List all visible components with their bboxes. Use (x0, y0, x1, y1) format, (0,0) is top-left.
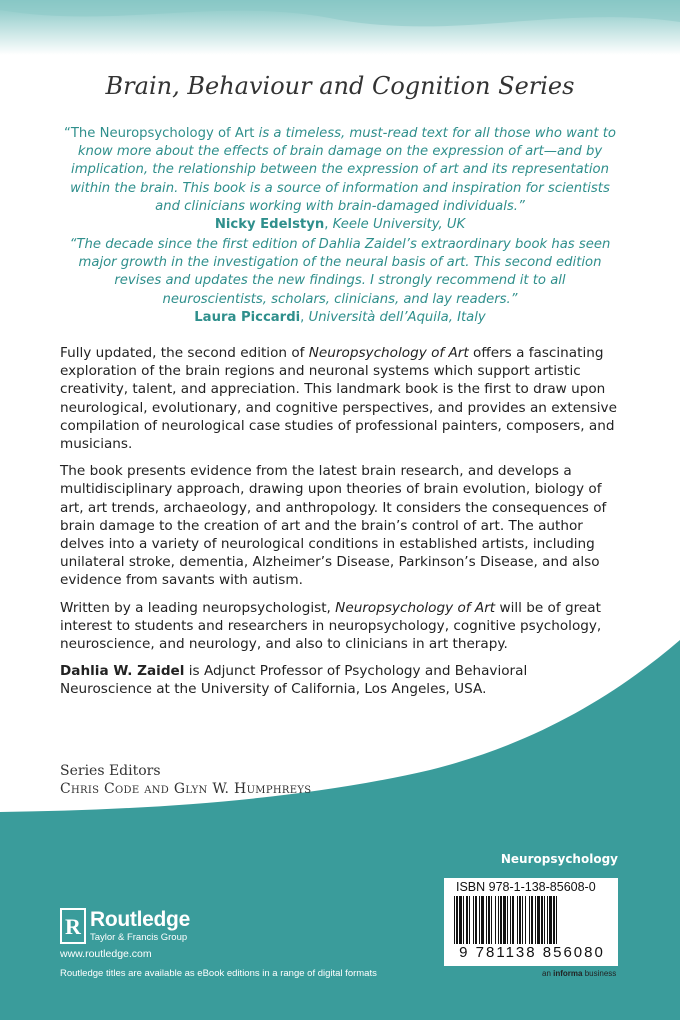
barcode-bar (491, 896, 492, 944)
informa-business-tag: an informa business (542, 969, 617, 978)
endorser-1-name: Nicky Edelstyn (214, 217, 325, 233)
barcode-bar (456, 896, 458, 944)
barcode-bar (519, 896, 521, 944)
barcode-bar (488, 896, 490, 944)
routledge-logo-letter: R (65, 914, 81, 939)
barcode-bar (544, 896, 545, 944)
series-editors-label: Series Editors (60, 763, 161, 779)
publisher-group: Taylor & Francis Group (90, 932, 188, 943)
endorsement-2-text: “The decade since the first edition of Dahlia Zaidel’s extraordinary book has seen major growth in the investigation of the neural basis of art. This second edition revises and updates the new findings. I strongly recommend it to all neuroscientists, scholars, clinicians, and lay readers.” (69, 237, 611, 307)
endorser-2-name: Laura Piccardi (194, 309, 301, 325)
endorsement-1-book-title: “The Neuropsychology of Art (64, 126, 255, 141)
barcode-bar (535, 896, 536, 944)
author-name: Dahlia W. Zaidel (60, 663, 185, 680)
barcode-bar (537, 896, 540, 944)
barcode-bar (553, 896, 555, 944)
barcode-bar (466, 896, 468, 944)
barcode-bar (510, 896, 511, 944)
barcode-bar (500, 896, 502, 944)
endorser-1-affiliation: Keele University, UK (332, 217, 466, 233)
routledge-logo-icon (60, 908, 86, 944)
barcode-bar (495, 896, 496, 944)
barcode-bar (556, 896, 557, 944)
barcode-bar (522, 896, 523, 944)
publisher-website: www.routledge.com (60, 948, 152, 960)
barcode-bar (498, 896, 499, 944)
barcode-bar (541, 896, 543, 944)
barcode-bar (507, 896, 508, 944)
book-title-inline: Neuropsychology of Art (335, 599, 496, 616)
subject-category: Neuropsychology (500, 852, 618, 866)
barcode-bar (454, 896, 455, 944)
barcode-bar (517, 896, 518, 944)
barcode-bar (531, 896, 533, 944)
endorser-2-affiliation: Università dell’Aquila, Italy (308, 309, 486, 325)
isbn-digits: 9 781138 856080 (459, 944, 605, 961)
description-paragraph-2: The book presents evidence from the latest brain research, and develops a multidisciplinary approach, drawing upon theories of brain evolution, biology of art, art trends, archaeology, and anthropology. It considers the consequences of brain damage to the creation of art and the brain’s control of art. The author delves into a variety of neurological conditions in established artists, including unilateral stroke, dementia, Alzheimer’s Disease, Parkinson’s Disease, and also evidence from savants with autism. (60, 463, 607, 589)
barcode-bar (481, 896, 484, 944)
barcode-bar (469, 896, 470, 944)
series-title: Brain, Behaviour and Cognition Series (105, 72, 575, 100)
isbn-label: ISBN 978-1-138-85608-0 (456, 880, 596, 894)
publisher-name: Routledge (90, 908, 190, 931)
series-editors (60, 762, 311, 798)
barcode-bar (503, 896, 506, 944)
barcode (452, 896, 612, 944)
barcode-bar (529, 896, 530, 944)
endorsement-1-text: is a timeless, must-read text for all those who want to know more about the effects of brain damage on the expression of art—and by implication, the relationship between the expression of art and its representation within the brain. This book is a source of information and inspiration for scientists and clinicians working with brain-damaged individuals.” (70, 126, 616, 214)
book-title-inline: Neuropsychology of Art (308, 345, 469, 361)
barcode-bar (486, 896, 487, 944)
barcode-bar (479, 896, 480, 944)
book-description (60, 344, 620, 708)
barcode-bar (525, 896, 526, 944)
series-editors-names: Chris Code and Glyn W. Humphreys (60, 781, 312, 797)
barcode-bar (549, 896, 552, 944)
barcode-bar (473, 896, 474, 944)
barcode-bar (475, 896, 477, 944)
barcode-bar (459, 896, 462, 944)
barcode-bar (463, 896, 464, 944)
barcode-bar (547, 896, 548, 944)
ebook-note: Routledge titles are available as eBook editions in a range of digital formats (60, 968, 377, 979)
barcode-bar (512, 896, 514, 944)
description-paragraph-3: Written by a leading neuropsychologist, Neuropsychology of Art will be of great interest to students and researchers in neuropsychology, cognitive psychology, neuroscience, and neurology, and also to clinicians in art therapy. (60, 599, 602, 653)
description-paragraph-1: Fully updated, the second edition of Neuropsychology of Art offers a fascinating exploration of the brain regions and neuronal systems which support artistic creativity, talent, and appreciation. This landmark book is the first to draw upon neurological, evolutionary, and cognitive perspectives, and provides an extensive compilation of neurological case studies of professional painters, composers, and musicians. (60, 345, 617, 453)
endorsement-2: “The decade since the first edition of Dahlia Zaidel’s extraordinary book has seen major growth in the investigation of the neural basis of art. This second edition revises and updates the new findings. I strongly recommend it to all neuroscientists, scholars, clinicians, and lay readers.” Laura Piccardi, Università dell’Aquila, Italy (69, 237, 611, 325)
endorsement-1: “The Neuropsychology of Art is a timeless, must-read text for all those who want to know more about the effects of brain damage on the expression of art—and by implication, the relationship between the expression of art and its representation within the brain. This book is a source of information and inspiration for scientists and clinicians working with brain-damaged individuals.” Nicky Edelstyn, Keele University, UK (64, 126, 616, 233)
author-bio: Dahlia W. Zaidel is Adjunct Professor of Psychology and Behavioral Neuroscience at the University of California, Los Angeles, USA. (60, 663, 528, 698)
